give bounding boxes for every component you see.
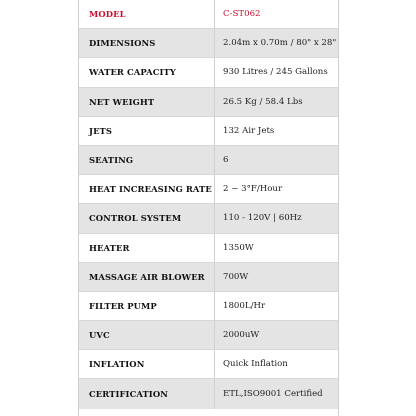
spec-value: Quick Inflation [223, 359, 288, 370]
spec-table [78, 0, 339, 416]
spec-label: CONTROL SYSTEM [79, 204, 215, 232]
spec-value: 132 Air Jets [223, 125, 275, 136]
spec-label: HEATER [79, 234, 215, 262]
spec-row-filter-pump [79, 292, 338, 321]
spec-row-heater [79, 234, 338, 263]
spec-row-inflation [79, 350, 338, 379]
spec-value: 930 Litres / 245 Gallons [223, 67, 328, 78]
spec-row-jets [79, 117, 338, 146]
spec-value: 6 [223, 155, 229, 166]
spec-value: 1350W [223, 242, 254, 253]
spec-value: 26.5 Kg / 58.4 Lbs [223, 96, 303, 107]
spec-label: SEATING [79, 146, 215, 174]
spec-value: 2 ~ 3°F/Hour [223, 184, 283, 195]
spec-label: INFLATION [79, 350, 215, 378]
spec-value: 110 - 120V | 60Hz [223, 213, 302, 224]
spec-label: HEAT INCREASING RATE [79, 175, 215, 203]
spec-value: 2000uW [223, 330, 260, 341]
spec-row-massage-air-blower [79, 263, 338, 292]
spec-row-net-weight [79, 88, 338, 117]
spec-label: FILTER PUMP [79, 292, 215, 320]
spec-label: UVC [79, 321, 215, 349]
spec-row-seating [79, 146, 338, 175]
spec-label: DIMENSIONS [79, 29, 215, 57]
spec-row-heat-increasing-rate [79, 175, 338, 204]
spec-value: 700W [223, 271, 249, 282]
spec-label: JETS [79, 117, 215, 145]
spec-row-uvc [79, 321, 338, 350]
spec-label: CERTIFICATION [79, 379, 215, 408]
spec-row-certification [79, 379, 338, 408]
spec-value: 1800L/Hr [223, 300, 266, 311]
spec-row-dimensions [79, 29, 338, 58]
spec-label: MODEL [79, 0, 215, 28]
spec-value: ETL,ISO9001 Certified [223, 389, 323, 400]
spec-value: 2.04m x 0.70m / 80" x 28" [223, 38, 337, 49]
spec-value: C-ST062 [223, 9, 261, 20]
spec-row-control-system [79, 204, 338, 233]
spec-row-model [79, 0, 338, 29]
spec-row-water-capacity [79, 58, 338, 87]
spec-label: WATER CAPACITY [79, 58, 215, 86]
spec-label: MASSAGE AIR BLOWER [79, 263, 215, 291]
spec-label: NET WEIGHT [79, 88, 215, 116]
